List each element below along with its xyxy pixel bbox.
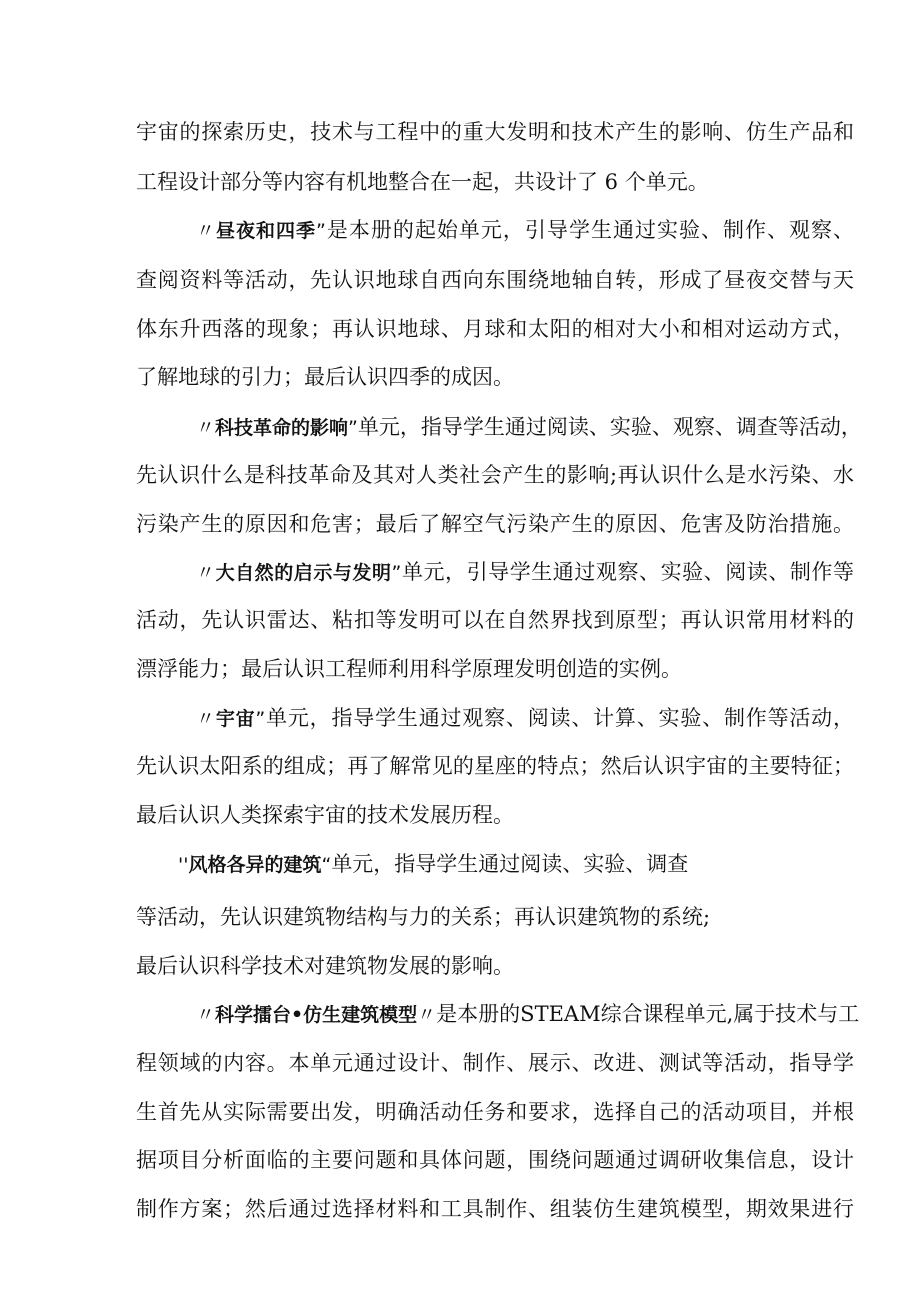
open-quote: 〃	[196, 708, 216, 730]
close-quote: ”	[316, 220, 326, 242]
text-line: 据项目分析面临的主要问题和具体问题，围绕问题通过调研收集信息，设计	[136, 1148, 854, 1172]
text-run: 单元，指导学生通过阅读、实验、观察、调查等活动，	[357, 415, 862, 439]
text-line: 先认识什么是科技革命及其对人类社会产生的影响;再认识什么是水污染、水	[136, 463, 854, 487]
text-run: 单元，指导学生通过阅读、实验、调查	[331, 852, 689, 876]
unit-title: 宇宙	[215, 708, 256, 730]
open-quote: 〃	[196, 220, 217, 242]
text-run: 是本册的STEAM综合课程单元,属于技术与工	[436, 1002, 860, 1026]
text-line: 漂浮能力；最后认识工程师利用科学原理发明创造的实例。	[136, 657, 682, 681]
text-line: 最后认识人类探索宇宙的技术发展历程。	[136, 803, 514, 827]
paragraph-first-line	[178, 850, 688, 879]
text-line: 程领域的内容。本单元通过设计、制作、展示、改进、测试等活动，指导学	[136, 1051, 854, 1075]
unit-title: 风格各异的建筑	[188, 854, 322, 876]
text-run: 是本册的起始单元，引导学生通过实验、制作、观察、	[325, 218, 854, 242]
close-quote: 〃	[417, 1004, 437, 1026]
unit-title: 科学擂台•仿生建筑模型	[215, 1004, 418, 1026]
open-quote: 〃	[196, 562, 216, 584]
text-line: 宇宙的探索历史，技术与工程中的重大发明和技术产生的影响、仿生产品和	[136, 120, 854, 144]
open-quote: ''	[178, 854, 189, 876]
text-line: 最后认识科学技术对建筑物发展的影响。	[136, 954, 514, 978]
close-quote: “	[321, 854, 332, 876]
text-line: 制作方案；然后通过选择材料和工具制作、组装仿生建筑模型，期效果进行	[136, 1197, 854, 1221]
paragraph-first-line	[196, 1000, 860, 1029]
text-run: 单元，引导学生通过观察、实验、阅读、制作等	[401, 560, 854, 584]
paragraph-first-line	[196, 704, 854, 733]
text-line: 体东升西落的现象；再认识地球、月球和太阳的相对大小和相对运动方式，	[136, 317, 854, 341]
text-line: 工程设计部分等内容有机地整合在一起，共设计了 6 个单元。	[136, 170, 709, 194]
text-line: 污染产生的原因和危害；最后了解空气污染产生的原因、危害及防治措施。	[136, 512, 854, 536]
text-line: 了解地球的引力；最后认识四季的成因。	[136, 365, 514, 389]
close-quote: ”	[255, 708, 266, 730]
text-line: 生首先从实际需要出发，明确活动任务和要求，选择自己的活动项目，并根	[136, 1100, 854, 1124]
unit-title: 大自然的启示与发明	[215, 562, 392, 584]
paragraph-first-line	[196, 558, 854, 587]
text-line: 先认识太阳系的组成；再了解常见的星座的特点；然后认识宇宙的主要特征；	[136, 754, 854, 778]
open-quote: 〃	[196, 1004, 216, 1026]
close-quote: ”	[348, 417, 358, 439]
open-quote: 〃	[196, 417, 216, 439]
text-line: 等活动，先认识建筑物结构与力的关系；再认识建筑物的系统;	[136, 905, 711, 929]
text-line: 查阅资料等活动，先认识地球自西向东围绕地轴自转，形成了昼夜交替与天	[136, 268, 854, 292]
text-run: 单元，指导学生通过观察、阅读、计算、实验、制作等活动，	[265, 706, 854, 730]
unit-title: 科技革命的影响	[215, 417, 349, 439]
paragraph-first-line	[196, 216, 854, 245]
paragraph-first-line	[196, 413, 862, 442]
close-quote: ”	[391, 562, 402, 584]
text-line: 活动，先认识雷达、粘扣等发明可以在自然界找到原型；再认识常用材料的	[136, 608, 854, 632]
unit-title: 昼夜和四季	[216, 220, 317, 242]
